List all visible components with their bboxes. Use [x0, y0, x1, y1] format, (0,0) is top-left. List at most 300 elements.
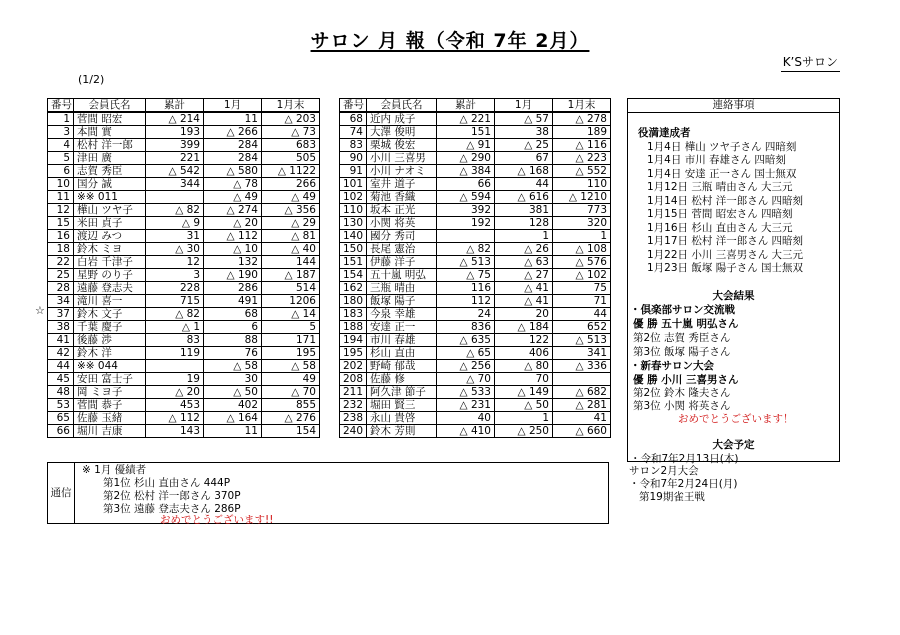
table-row [48, 425, 320, 438]
cumulative-total: △ 513 [437, 256, 495, 269]
member-number: 16 [48, 230, 74, 243]
table-row [48, 347, 320, 360]
member-name: 松村 洋一郎 [74, 139, 146, 152]
cumulative-total: △ 82 [437, 243, 495, 256]
member-name: 後藤 渉 [74, 334, 146, 347]
cumulative-total: 221 [146, 152, 204, 165]
member-name: 鈴木 洋 [74, 347, 146, 360]
month-end-total: △ 29 [262, 217, 320, 230]
header-month: 1月 [495, 99, 553, 113]
event-name: ・倶楽部サロン交流戦 [630, 304, 735, 316]
yakuman-item: 1月23日 飯塚 陽子さん 国士無双 [647, 262, 804, 274]
table-row [340, 178, 611, 191]
member-number: 45 [48, 373, 74, 386]
member-name: 野崎 郁哉 [367, 360, 437, 373]
member-number: 90 [340, 152, 367, 165]
cumulative-total: △ 231 [437, 399, 495, 412]
table-row [48, 399, 320, 412]
table-row [340, 360, 611, 373]
month-score: △ 20 [204, 217, 262, 230]
member-number: 4 [48, 139, 74, 152]
cumulative-total: △ 635 [437, 334, 495, 347]
cumulative-total: △ 221 [437, 112, 495, 126]
month-end-total: △ 223 [553, 152, 611, 165]
member-name: 堀田 賢三 [367, 399, 437, 412]
member-name: 阿久津 節子 [367, 386, 437, 399]
month-score: 122 [495, 334, 553, 347]
member-number: 91 [340, 165, 367, 178]
schedule-item: サロン2月大会 [629, 465, 699, 477]
table-row [48, 412, 320, 425]
header-name: 会員氏名 [367, 99, 437, 113]
month-score: 6 [204, 321, 262, 334]
month-score: △ 616 [495, 191, 553, 204]
cumulative-total: 399 [146, 139, 204, 152]
cumulative-total: △ 82 [146, 204, 204, 217]
yakuman-item: 1月12日 三瓶 晴由さん 大三元 [647, 181, 793, 193]
cumulative-total: △ 65 [437, 347, 495, 360]
member-name: 五十嵐 明弘 [367, 269, 437, 282]
month-score: △ 41 [495, 295, 553, 308]
member-name: 遠藤 登志夫 [74, 282, 146, 295]
month-score: 70 [495, 373, 553, 386]
table-row [340, 347, 611, 360]
month-end-total: 652 [553, 321, 611, 334]
month-score: △ 266 [204, 126, 262, 139]
cumulative-total: △ 290 [437, 152, 495, 165]
member-name: 渡辺 みつ [74, 230, 146, 243]
month-score: 67 [495, 152, 553, 165]
month-score: △ 25 [495, 139, 553, 152]
table-row [48, 386, 320, 399]
month-score: △ 580 [204, 165, 262, 178]
cumulative-total: △ 75 [437, 269, 495, 282]
member-name: 近内 成子 [367, 112, 437, 126]
club-name: K’Sサロン [781, 53, 840, 72]
cumulative-total: △ 533 [437, 386, 495, 399]
member-number: 151 [340, 256, 367, 269]
member-table-right [339, 98, 611, 438]
table-row [48, 308, 320, 321]
member-number: 195 [340, 347, 367, 360]
month-end-total: 773 [553, 204, 611, 217]
cumulative-total: △ 542 [146, 165, 204, 178]
member-name: 小関 将英 [367, 217, 437, 230]
month-end-total: △ 73 [262, 126, 320, 139]
month-end-total: 195 [262, 347, 320, 360]
member-number: 42 [48, 347, 74, 360]
table-row [340, 243, 611, 256]
month-end-total: 171 [262, 334, 320, 347]
yakuman-item: 1月15日 菅間 昭宏さん 四暗刻 [647, 208, 793, 220]
event-name: ・新春サロン大会 [630, 360, 714, 372]
contact-header: 連絡事項 [628, 99, 839, 113]
member-name: 白岩 千津子 [74, 256, 146, 269]
cumulative-total: 31 [146, 230, 204, 243]
results-title: 大会結果 [712, 290, 755, 302]
month-end-total: 341 [553, 347, 611, 360]
cumulative-total [146, 360, 204, 373]
month-score: 11 [204, 112, 262, 126]
yakuman-item: 1月4日 市川 春雄さん 四暗刻 [647, 154, 786, 166]
month-end-total: 189 [553, 126, 611, 139]
header-total: 累計 [437, 99, 495, 113]
member-number: 65 [48, 412, 74, 425]
table-row [48, 204, 320, 217]
cumulative-total: △ 91 [437, 139, 495, 152]
member-number: 6 [48, 165, 74, 178]
month-score: △ 49 [204, 191, 262, 204]
table-row [340, 373, 611, 386]
event-second: 第2位 鈴木 隆夫さん [633, 387, 731, 399]
member-name: 国分 誠 [74, 178, 146, 191]
schedule-item: 第19期雀王戦 [639, 491, 705, 503]
month-score: △ 78 [204, 178, 262, 191]
month-score: 44 [495, 178, 553, 191]
schedule-item: ・令和7年2月24日(月) [629, 478, 738, 490]
member-name: 杉山 直由 [367, 347, 437, 360]
member-number: 194 [340, 334, 367, 347]
month-score: △ 274 [204, 204, 262, 217]
month-end-total: △ 1210 [553, 191, 611, 204]
table-row [340, 386, 611, 399]
month-end-total: △ 552 [553, 165, 611, 178]
member-name: 佐藤 玉緒 [74, 412, 146, 425]
star-mark: ☆ [35, 304, 45, 317]
event-third: 第3位 小関 将英さん [633, 400, 731, 412]
member-name: 堀川 吉康 [74, 425, 146, 438]
notice-rank-1: 第1位 杉山 直由さん 444P [103, 477, 231, 489]
event-winner: 優 勝 五十嵐 明弘さん [633, 318, 739, 330]
notice-rank-2: 第2位 松村 洋一郎さん 370P [103, 490, 241, 502]
cumulative-total: △ 30 [146, 243, 204, 256]
member-name: 菅間 恭子 [74, 399, 146, 412]
event-third: 第3位 飯塚 陽子さん [633, 346, 731, 358]
month-score: △ 50 [495, 399, 553, 412]
month-end-total: △ 513 [553, 334, 611, 347]
month-end-total: 266 [262, 178, 320, 191]
month-score: 11 [204, 425, 262, 438]
month-score: 381 [495, 204, 553, 217]
month-end-total: △ 49 [262, 191, 320, 204]
cumulative-total: 40 [437, 412, 495, 425]
member-number: 83 [340, 139, 367, 152]
header-total: 累計 [146, 99, 204, 113]
table-row [340, 334, 611, 347]
table-row [340, 256, 611, 269]
month-score: △ 184 [495, 321, 553, 334]
notice-congrats: おめでとうございます!! [160, 514, 274, 526]
month-end-total: △ 203 [262, 112, 320, 126]
month-score: 491 [204, 295, 262, 308]
cumulative-total: 392 [437, 204, 495, 217]
member-number: 12 [48, 204, 74, 217]
member-number: 240 [340, 425, 367, 438]
notice-rank-3: 第3位 遠藤 登志夫さん 286P [103, 503, 241, 515]
table-header-row [48, 99, 320, 113]
yakuman-item: 1月16日 杉山 直由さん 大三元 [647, 222, 793, 234]
member-number: 5 [48, 152, 74, 165]
member-name: 菅間 昭宏 [74, 112, 146, 126]
congrats-message: おめでとうございます！ [678, 413, 794, 425]
member-number: 18 [48, 243, 74, 256]
member-number: 34 [48, 295, 74, 308]
member-number: 28 [48, 282, 74, 295]
member-number: 101 [340, 178, 367, 191]
table-row [340, 191, 611, 204]
cumulative-total: △ 1 [146, 321, 204, 334]
member-name: 室井 道子 [367, 178, 437, 191]
yakuman-item: 1月17日 松村 洋一郎さん 四暗刻 [647, 235, 804, 247]
cumulative-total: △ 82 [146, 308, 204, 321]
month-score: 132 [204, 256, 262, 269]
table-row [48, 217, 320, 230]
contact-panel [627, 98, 840, 465]
table-row [48, 321, 320, 334]
month-end-total: △ 108 [553, 243, 611, 256]
cumulative-total: 143 [146, 425, 204, 438]
member-name: 小川 ナオミ [367, 165, 437, 178]
month-end-total: 1 [553, 230, 611, 243]
month-end-total: 1206 [262, 295, 320, 308]
month-score: △ 149 [495, 386, 553, 399]
table-header-row [340, 99, 611, 113]
member-name: 安田 富士子 [74, 373, 146, 386]
table-row [48, 360, 320, 373]
month-score: △ 63 [495, 256, 553, 269]
table-row [340, 152, 611, 165]
member-name: 永山 貴啓 [367, 412, 437, 425]
cumulative-total: 228 [146, 282, 204, 295]
member-number: 74 [340, 126, 367, 139]
cumulative-total: 119 [146, 347, 204, 360]
member-name: 飯塚 陽子 [367, 295, 437, 308]
member-number: 44 [48, 360, 74, 373]
month-end-total: 144 [262, 256, 320, 269]
month-score: △ 26 [495, 243, 553, 256]
member-number: 202 [340, 360, 367, 373]
table-row [340, 321, 611, 334]
member-number: 180 [340, 295, 367, 308]
header-number: 番号 [340, 99, 367, 113]
table-row [48, 178, 320, 191]
cumulative-total: 192 [437, 217, 495, 230]
month-end-total: △ 682 [553, 386, 611, 399]
month-score: 20 [495, 308, 553, 321]
month-end-total: △ 278 [553, 112, 611, 126]
cumulative-total: △ 112 [146, 412, 204, 425]
header-number: 番号 [48, 99, 74, 113]
month-end-total: △ 187 [262, 269, 320, 282]
month-end-total: 110 [553, 178, 611, 191]
header-month-end: 1月末 [262, 99, 320, 113]
yakuman-item: 1月4日 樺山 ツヤ子さん 四暗刻 [647, 141, 797, 153]
month-end-total: △ 660 [553, 425, 611, 438]
table-row [48, 152, 320, 165]
member-number: 102 [340, 191, 367, 204]
cumulative-total: △ 214 [146, 112, 204, 126]
month-score: △ 164 [204, 412, 262, 425]
month-end-total: 320 [553, 217, 611, 230]
member-name: 岡 ミヨ子 [74, 386, 146, 399]
member-name: 樺山 ツヤ子 [74, 204, 146, 217]
month-score: △ 10 [204, 243, 262, 256]
month-score: 88 [204, 334, 262, 347]
member-name: 今泉 幸雄 [367, 308, 437, 321]
yakuman-item: 1月14日 松村 洋一郎さん 四暗刻 [647, 195, 804, 207]
table-row [340, 126, 611, 139]
cumulative-total: △ 70 [437, 373, 495, 386]
month-end-total: 71 [553, 295, 611, 308]
page-title [0, 26, 900, 53]
member-name: 志賀 秀臣 [74, 165, 146, 178]
member-number: 38 [48, 321, 74, 334]
month-score: 76 [204, 347, 262, 360]
event-second: 第2位 志賀 秀臣さん [633, 332, 731, 344]
month-score: △ 80 [495, 360, 553, 373]
member-name: 佐藤 修 [367, 373, 437, 386]
month-end-total: △ 102 [553, 269, 611, 282]
member-number: 162 [340, 282, 367, 295]
table-row [48, 256, 320, 269]
month-end-total [553, 373, 611, 386]
member-number: 150 [340, 243, 367, 256]
cumulative-total: 83 [146, 334, 204, 347]
month-score: 1 [495, 412, 553, 425]
cumulative-total: △ 410 [437, 425, 495, 438]
member-number: 110 [340, 204, 367, 217]
member-number: 130 [340, 217, 367, 230]
month-end-total: 75 [553, 282, 611, 295]
member-number: 188 [340, 321, 367, 334]
table-row [340, 308, 611, 321]
member-name: 長尾 憲治 [367, 243, 437, 256]
month-end-total: 683 [262, 139, 320, 152]
notice-heading: ※ 1月 優績者 [82, 464, 147, 476]
month-end-total: △ 81 [262, 230, 320, 243]
cumulative-total: △ 594 [437, 191, 495, 204]
member-name: 本間 實 [74, 126, 146, 139]
member-number: 183 [340, 308, 367, 321]
member-number: 68 [340, 112, 367, 126]
schedule-item: ・令和7年2月13日(木) [630, 453, 739, 465]
table-row [48, 373, 320, 386]
month-end-total: △ 336 [553, 360, 611, 373]
table-row [340, 230, 611, 243]
month-end-total: △ 356 [262, 204, 320, 217]
month-score: △ 58 [204, 360, 262, 373]
cumulative-total: 715 [146, 295, 204, 308]
member-number: 10 [48, 178, 74, 191]
header-name: 会員氏名 [74, 99, 146, 113]
cumulative-total: △ 256 [437, 360, 495, 373]
cumulative-total: △ 9 [146, 217, 204, 230]
member-name: ※※ 044 [74, 360, 146, 373]
cumulative-total: 3 [146, 269, 204, 282]
member-name: 星野 のり子 [74, 269, 146, 282]
month-score: 286 [204, 282, 262, 295]
member-number: 53 [48, 399, 74, 412]
member-name: 坂本 正光 [367, 204, 437, 217]
member-number: 140 [340, 230, 367, 243]
header-month-end: 1月末 [553, 99, 611, 113]
member-name: 津田 廣 [74, 152, 146, 165]
table-row [340, 204, 611, 217]
month-score: △ 50 [204, 386, 262, 399]
cumulative-total: 12 [146, 256, 204, 269]
table-row [48, 334, 320, 347]
month-end-total: 5 [262, 321, 320, 334]
month-end-total: 49 [262, 373, 320, 386]
month-score: △ 57 [495, 112, 553, 126]
member-name: 菊池 香織 [367, 191, 437, 204]
yakuman-item: 1月22日 小川 三喜男さん 大三元 [647, 249, 804, 261]
month-end-total: △ 116 [553, 139, 611, 152]
member-number: 41 [48, 334, 74, 347]
month-score: 402 [204, 399, 262, 412]
month-end-total: △ 1122 [262, 165, 320, 178]
cumulative-total: 112 [437, 295, 495, 308]
month-score: 1 [495, 230, 553, 243]
month-score: △ 27 [495, 269, 553, 282]
cumulative-total: 836 [437, 321, 495, 334]
table-row [340, 282, 611, 295]
member-number: 3 [48, 126, 74, 139]
month-score: 406 [495, 347, 553, 360]
month-end-total: △ 276 [262, 412, 320, 425]
table-row [340, 217, 611, 230]
month-end-total: 505 [262, 152, 320, 165]
table-row [48, 165, 320, 178]
month-score: 284 [204, 152, 262, 165]
member-name: 鈴木 ミヨ [74, 243, 146, 256]
event-winner: 優 勝 小川 三喜男さん [633, 374, 739, 386]
cumulative-total: 453 [146, 399, 204, 412]
month-end-total: 44 [553, 308, 611, 321]
cumulative-total [437, 230, 495, 243]
month-end-total: △ 40 [262, 243, 320, 256]
member-number: 232 [340, 399, 367, 412]
member-name: 三瓶 晴由 [367, 282, 437, 295]
month-end-total: 855 [262, 399, 320, 412]
month-score: △ 41 [495, 282, 553, 295]
table-row [48, 243, 320, 256]
member-number: 238 [340, 412, 367, 425]
table-row [48, 230, 320, 243]
table-row [340, 399, 611, 412]
member-name: 滝川 喜一 [74, 295, 146, 308]
member-number: 211 [340, 386, 367, 399]
member-number: 15 [48, 217, 74, 230]
cumulative-total: 193 [146, 126, 204, 139]
member-number: 25 [48, 269, 74, 282]
month-score: △ 168 [495, 165, 553, 178]
member-name: 國分 秀司 [367, 230, 437, 243]
member-number: 37 [48, 308, 74, 321]
member-name: 栗城 俊宏 [367, 139, 437, 152]
table-row [340, 165, 611, 178]
member-number: 208 [340, 373, 367, 386]
member-name: 大澤 俊明 [367, 126, 437, 139]
month-score: 38 [495, 126, 553, 139]
header-month: 1月 [204, 99, 262, 113]
month-end-total: △ 576 [553, 256, 611, 269]
table-row [340, 269, 611, 282]
member-number: 48 [48, 386, 74, 399]
cumulative-total: 344 [146, 178, 204, 191]
table-row [48, 295, 320, 308]
member-name: 米田 貞子 [74, 217, 146, 230]
